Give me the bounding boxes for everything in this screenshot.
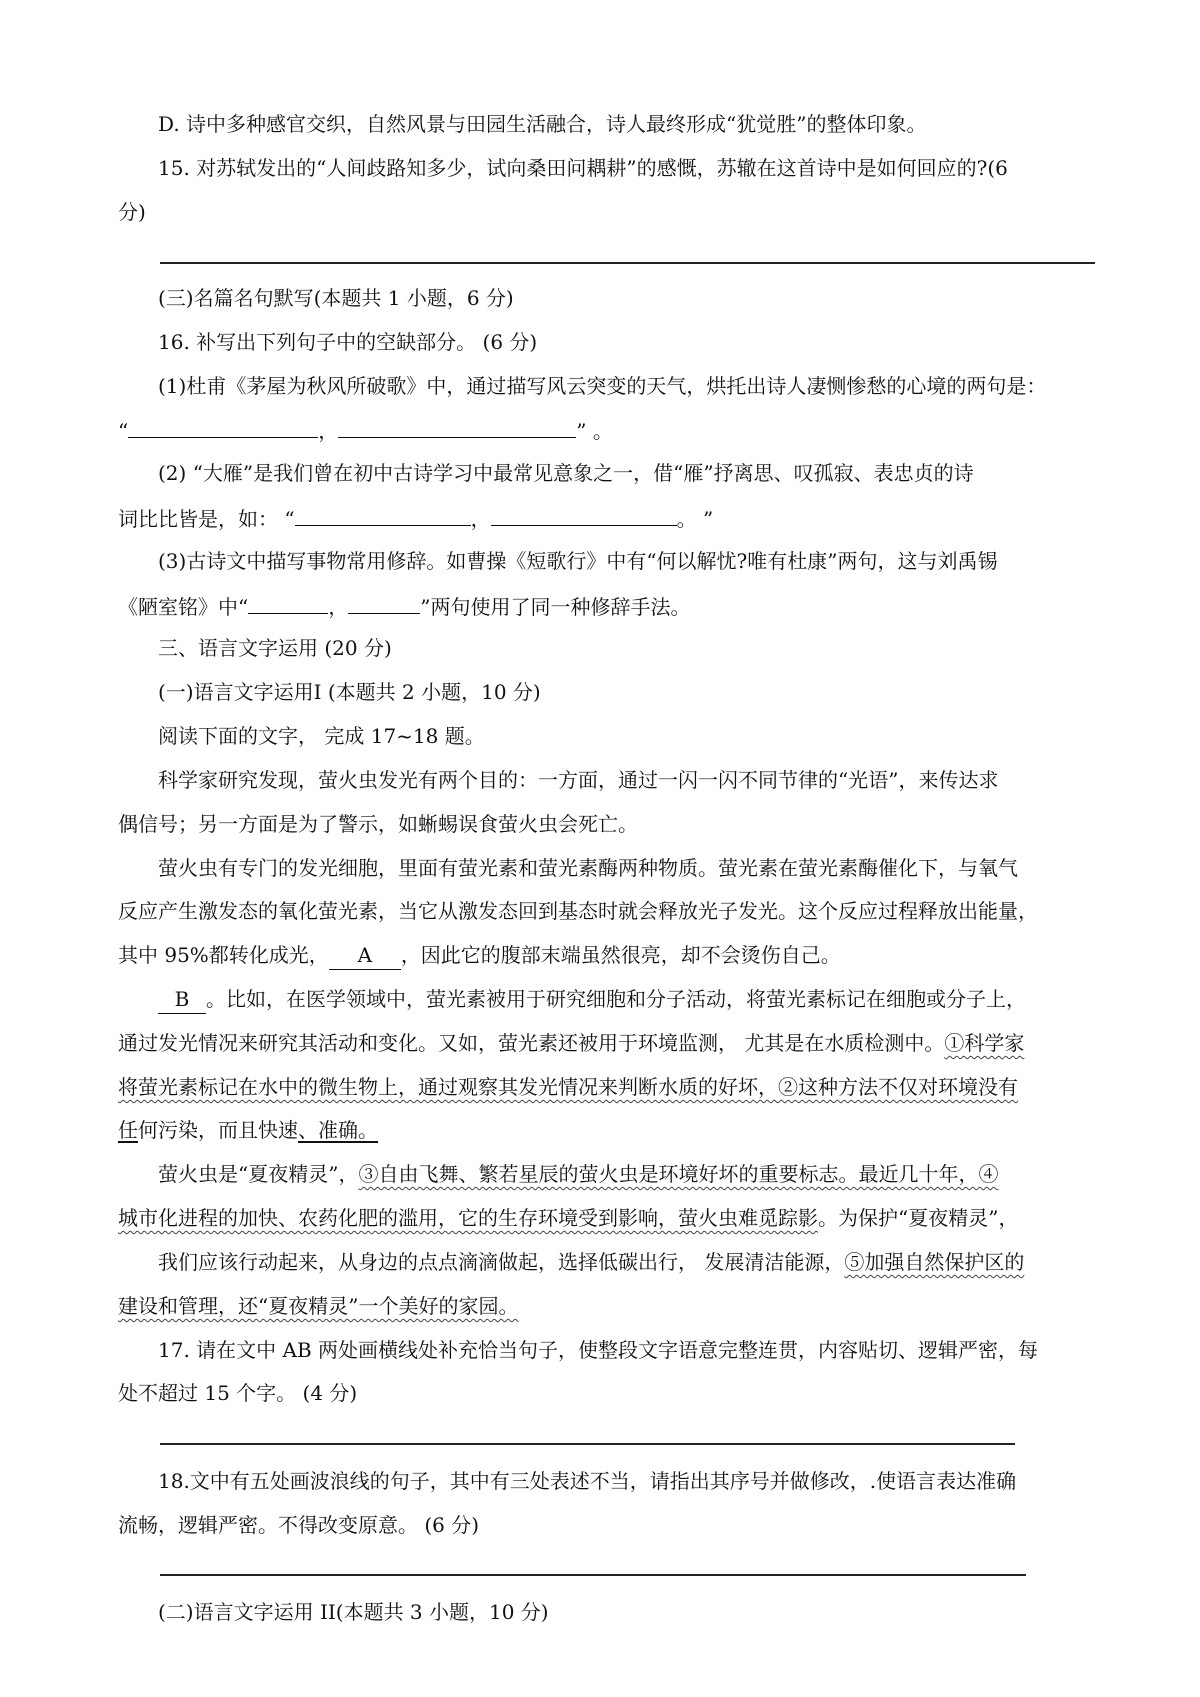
reading-intro: 阅读下面的文字， 完成 17~18 题。 bbox=[158, 724, 485, 748]
passage-p2-line3 bbox=[118, 941, 841, 970]
passage-p1-line2: 偶信号；另一方面是为了警示，如蜥蜴误食萤火虫会死亡。 bbox=[118, 812, 638, 836]
part-3-sub1-title: (一)语言文字运用Ⅰ (本题共 2 小题，10 分) bbox=[158, 680, 541, 704]
q16-part2-line1: (2) “大雁”是我们曾在初中古诗学习中最常见意象之一，借“雁”抒离思、叹孤寂、表忠贞的诗 bbox=[158, 461, 974, 485]
passage-p2-line2: 反应产生激发态的氧化萤光素，当它从激发态回到基态时就会释放光子发光。这个反应过程释放出能量， bbox=[118, 899, 1038, 923]
q14-option-d: D. 诗中多种感官交织，自然风景与田园生活融合，诗人最终形成“犹觉胜”的整体印象。 bbox=[158, 112, 927, 136]
passage-p3-line3: 将萤光素标记在水中的微生物上，通过观察其发光情况来判断水质的好坏，②这种方法不仅对环境没有 bbox=[118, 1075, 1018, 1099]
q16-part2-blank-1[interactable] bbox=[295, 503, 471, 526]
passage-p1-line1: 科学家研究发现，萤火虫发光有两个目的：一方面，通过一闪一闪不同节律的“光语”，来传达求 bbox=[158, 768, 999, 792]
comma: ， bbox=[318, 419, 339, 443]
passage-p3-line4-c: 、准确。 bbox=[298, 1118, 378, 1142]
blank-a[interactable]: A bbox=[329, 941, 401, 970]
passage-p4-line2-b: 。为保护“夏夜精灵”， bbox=[818, 1206, 1019, 1230]
q15-stem-line1: 15. 对苏轼发出的“人间歧路知多少，试向桑田问耦耕”的感慨，苏辙在这首诗中是如何回应的?(6 bbox=[158, 156, 1008, 180]
q17-stem-line2: 处不超过 15 个字。 (4 分) bbox=[118, 1381, 358, 1405]
q16-part3-line1: (3)古诗文中描写事物常用修辞。如曹操《短歌行》中有“何以解忧?唯有杜康”两句，这与刘禹锡 bbox=[158, 549, 998, 573]
comma: ， bbox=[470, 507, 491, 531]
q16-part3-blank-1[interactable] bbox=[248, 591, 328, 614]
q16-part3-blank-2[interactable] bbox=[348, 591, 420, 614]
q16-part2-line2 bbox=[118, 503, 713, 533]
wavy-sentence-3: ③自由飞舞、繁若星辰的萤火虫是环境好坏的重要标志。最近几十年，④ bbox=[358, 1162, 999, 1186]
q16-part1-line2 bbox=[118, 415, 613, 445]
q15-stem-line2: 分) bbox=[118, 200, 146, 224]
passage-p3-line2-a: 通过发光情况来研究其活动和变化。又如，萤光素还被用于环境监测， 尤其是在水质检测中。 bbox=[118, 1031, 945, 1055]
passage-p2-line3-b: ，因此它的腹部末端虽然很亮，却不会烫伤自己。 bbox=[400, 943, 841, 967]
q16-part3-suffix: ”两句使用了同一种修辞手法。 bbox=[420, 595, 691, 619]
blank-b[interactable]: B bbox=[158, 985, 206, 1014]
passage-p3-line4 bbox=[118, 1116, 378, 1144]
passage-p3-line1-text: 。比如，在医学领域中，萤光素被用于研究细胞和分子活动，将萤光素标记在细胞或分子上， bbox=[206, 987, 1026, 1011]
wavy-sentence-5: ⑤加强自然保护区的 bbox=[844, 1250, 1025, 1274]
open-quote: “ bbox=[118, 419, 129, 443]
q18-stem-line1: 18.文中有五处画波浪线的句子，其中有三处表述不当，请指出其序号并做修改，.使语言表达准确 bbox=[158, 1469, 1017, 1493]
q18-stem-line2: 流畅，逻辑严密。不得改变原意。 (6 分) bbox=[118, 1513, 480, 1537]
passage-p3-line2 bbox=[118, 1029, 1024, 1057]
passage-p5-line1-a: 我们应该行动起来，从身边的点点滴滴做起，选择低碳出行， 发展清洁能源， bbox=[158, 1250, 845, 1274]
passage-p2-line3-a: 其中 95%都转化成光， bbox=[118, 943, 329, 967]
close-quote: 。 ” bbox=[676, 507, 714, 531]
passage-p4-line1-a: 萤火虫是“夏夜精灵”， bbox=[158, 1162, 359, 1186]
q17-answer-line[interactable] bbox=[160, 1443, 1015, 1445]
wavy-sentence-4: 城市化进程的加快、农药化肥的滥用，它的生存环境受到影响，萤火虫难觅踪影 bbox=[118, 1206, 818, 1230]
passage-p3-line4-a: 任 bbox=[118, 1118, 138, 1142]
passage-p2-line1: 萤火虫有专门的发光细胞，里面有萤光素和萤光素酶两种物质。萤光素在萤光素酶催化下，与氧气 bbox=[158, 856, 1018, 880]
section-3-title: (三)名篇名句默写(本题共 1 小题，6 分) bbox=[158, 286, 514, 310]
passage-p3-line4-b: 何污染，而且快速 bbox=[138, 1118, 298, 1142]
passage-p4-line2 bbox=[118, 1204, 1018, 1232]
q18-answer-line[interactable] bbox=[160, 1574, 1026, 1576]
q17-stem-line1: 17. 请在文中 AB 两处画横线处补充恰当句子，使整段文字语意完整连贯，内容贴切、逻辑严密，每 bbox=[158, 1338, 1039, 1362]
wavy-sentence-1: ①科学家 bbox=[944, 1031, 1025, 1055]
q16-stem: 16. 补写出下列句子中的空缺部分。 (6 分) bbox=[158, 330, 538, 354]
q16-part1-line1: (1)杜甫《茅屋为秋风所破歌》中，通过描写风云突变的天气，烘托出诗人凄恻惨愁的心境的两句是： bbox=[158, 374, 1047, 398]
passage-p3-line1 bbox=[158, 985, 1026, 1014]
passage-p5-line2: 建设和管理，还“夏夜精灵”一个美好的家园。 bbox=[118, 1294, 519, 1318]
q16-part3-line2 bbox=[118, 591, 690, 621]
q16-part2-blank-2[interactable] bbox=[491, 503, 677, 526]
q15-answer-line[interactable] bbox=[160, 262, 1095, 264]
section-next-title: (二)语言文字运用 II(本题共 3 小题，10 分) bbox=[158, 1600, 549, 1624]
q16-part3-prefix: 《陋室铭》中“ bbox=[118, 595, 249, 619]
passage-p4-line1 bbox=[158, 1160, 998, 1188]
comma: ， bbox=[328, 595, 349, 619]
part-3-title: 三、语言文字运用 (20 分) bbox=[158, 636, 392, 660]
q16-part2-prefix: 词比比皆是，如： “ bbox=[118, 507, 295, 531]
close-quote: ” 。 bbox=[576, 419, 613, 443]
q16-part1-blank-1[interactable] bbox=[128, 415, 318, 438]
q16-part1-blank-2[interactable] bbox=[338, 415, 576, 438]
passage-p5-line1 bbox=[158, 1248, 1024, 1276]
